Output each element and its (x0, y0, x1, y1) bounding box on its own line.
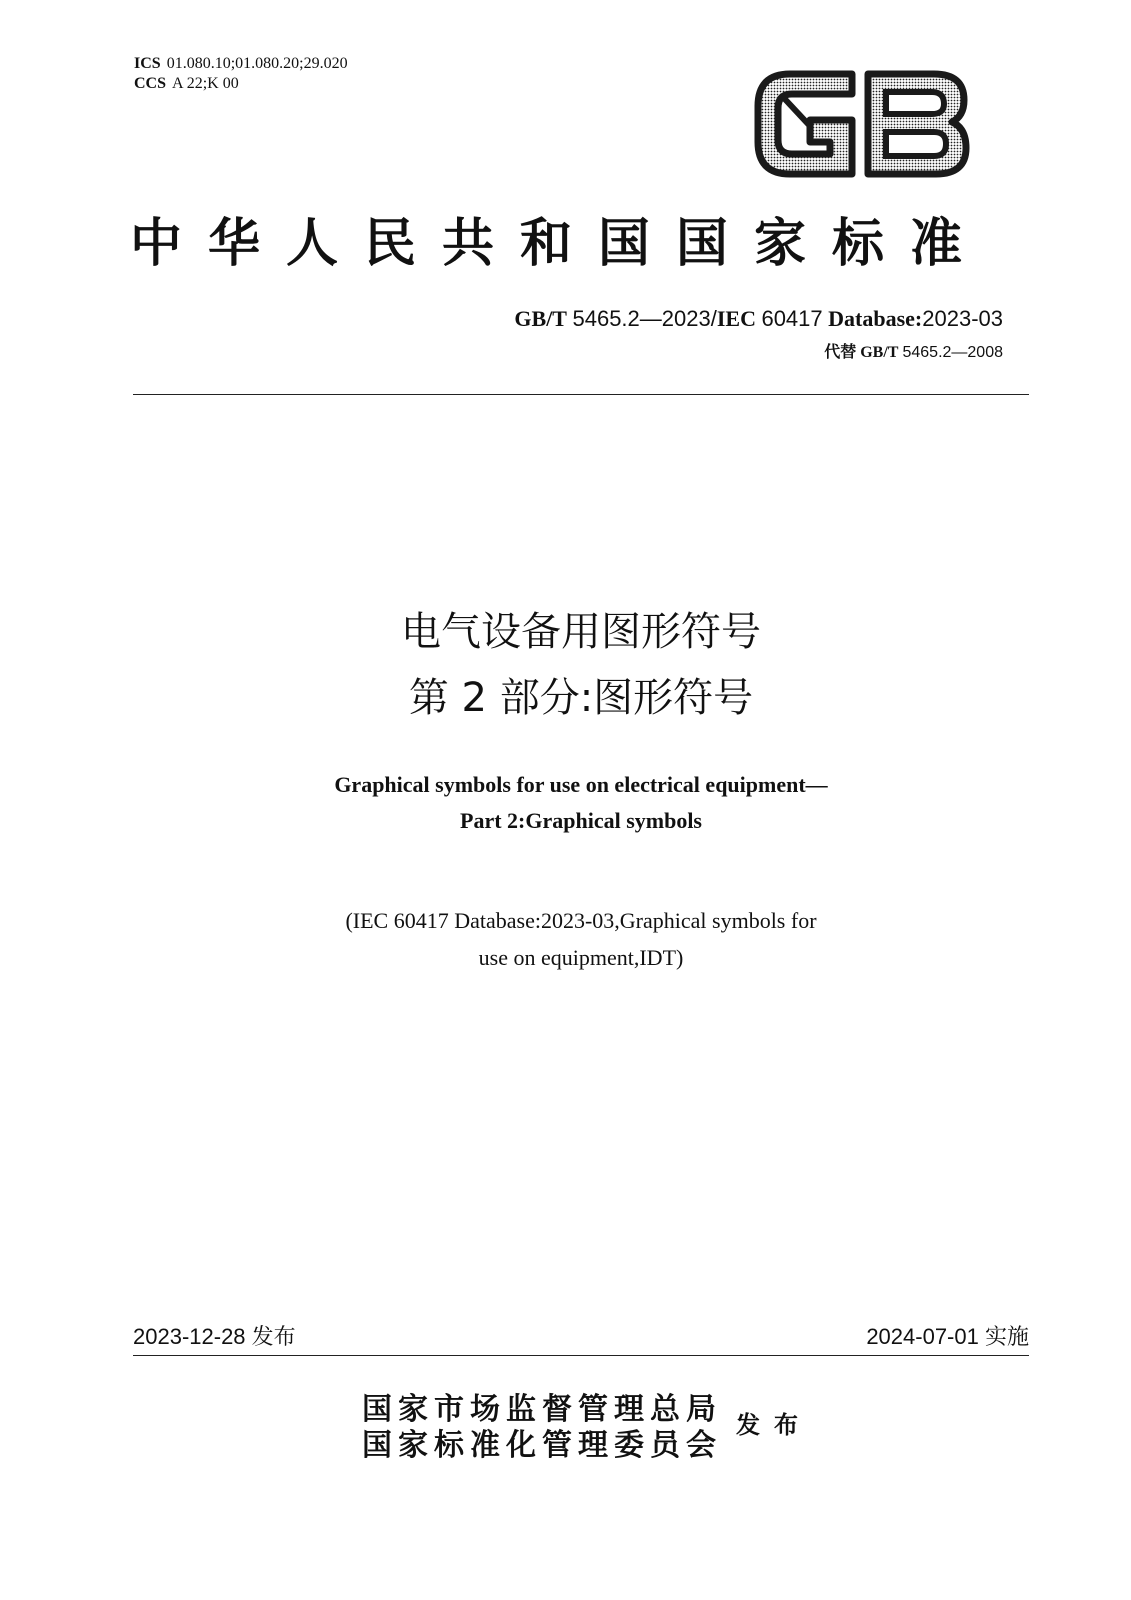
std-iec-number: 60417 (761, 306, 823, 331)
implement-date (866, 1323, 1029, 1352)
standard-number (514, 305, 1003, 333)
title-cn-line2: 第 2 部分:图形符号 (408, 675, 754, 721)
std-db-version: 2023-03 (922, 306, 1003, 331)
ics-code (134, 54, 348, 74)
title-cn-line1: 电气设备用图形符号 (401, 609, 761, 655)
ics-value: 01.080.10;01.080.20;29.020 (166, 55, 348, 72)
replaces-note (824, 342, 1003, 363)
ccs-value: A 22;K 00 (172, 75, 239, 92)
issue-date-value: 2023-12-28 (133, 1324, 246, 1349)
title-en-line1: Graphical symbols for use on electrical equipment— (334, 772, 828, 797)
implement-date-label: 实施 (984, 1325, 1029, 1350)
std-number-value: 5465.2—2023/ (572, 306, 717, 331)
publish-label: 发布 (736, 1410, 812, 1439)
issue-date (133, 1323, 296, 1352)
issuer-sac: 国家标准化管理委员会 (362, 1428, 722, 1463)
ccs-code (134, 74, 348, 94)
logo-letter-g (758, 74, 852, 174)
header-divider (133, 394, 1029, 395)
std-db-label: Database: (828, 306, 923, 331)
iec-reference-line1: (IEC 60417 Database:2023-03,Graphical symbols for (345, 908, 817, 933)
issuer-samr: 国家市场监督管理总局 (362, 1392, 722, 1427)
logo-letter-b (868, 74, 966, 174)
std-prefix: GB/T (514, 306, 567, 331)
gb-logo (752, 66, 972, 182)
replaces-prefix: GB/T (860, 344, 899, 361)
classification-codes (134, 54, 348, 94)
footer-divider (133, 1355, 1029, 1356)
ics-label: ICS (134, 55, 161, 72)
implement-date-value: 2024-07-01 (866, 1324, 979, 1349)
issuing-authorities (362, 1392, 722, 1464)
national-standard-title: 中华人民共和国国家标准 (130, 213, 989, 274)
title-en-line2: Part 2:Graphical symbols (460, 808, 702, 833)
iec-reference-line2: use on equipment,IDT) (478, 945, 684, 970)
replaces-number: 5465.2—2008 (902, 344, 1003, 361)
replaces-label: 代替 (824, 342, 857, 361)
ccs-label: CCS (134, 75, 167, 92)
issue-date-label: 发布 (251, 1325, 296, 1350)
std-iec: IEC (716, 306, 756, 331)
